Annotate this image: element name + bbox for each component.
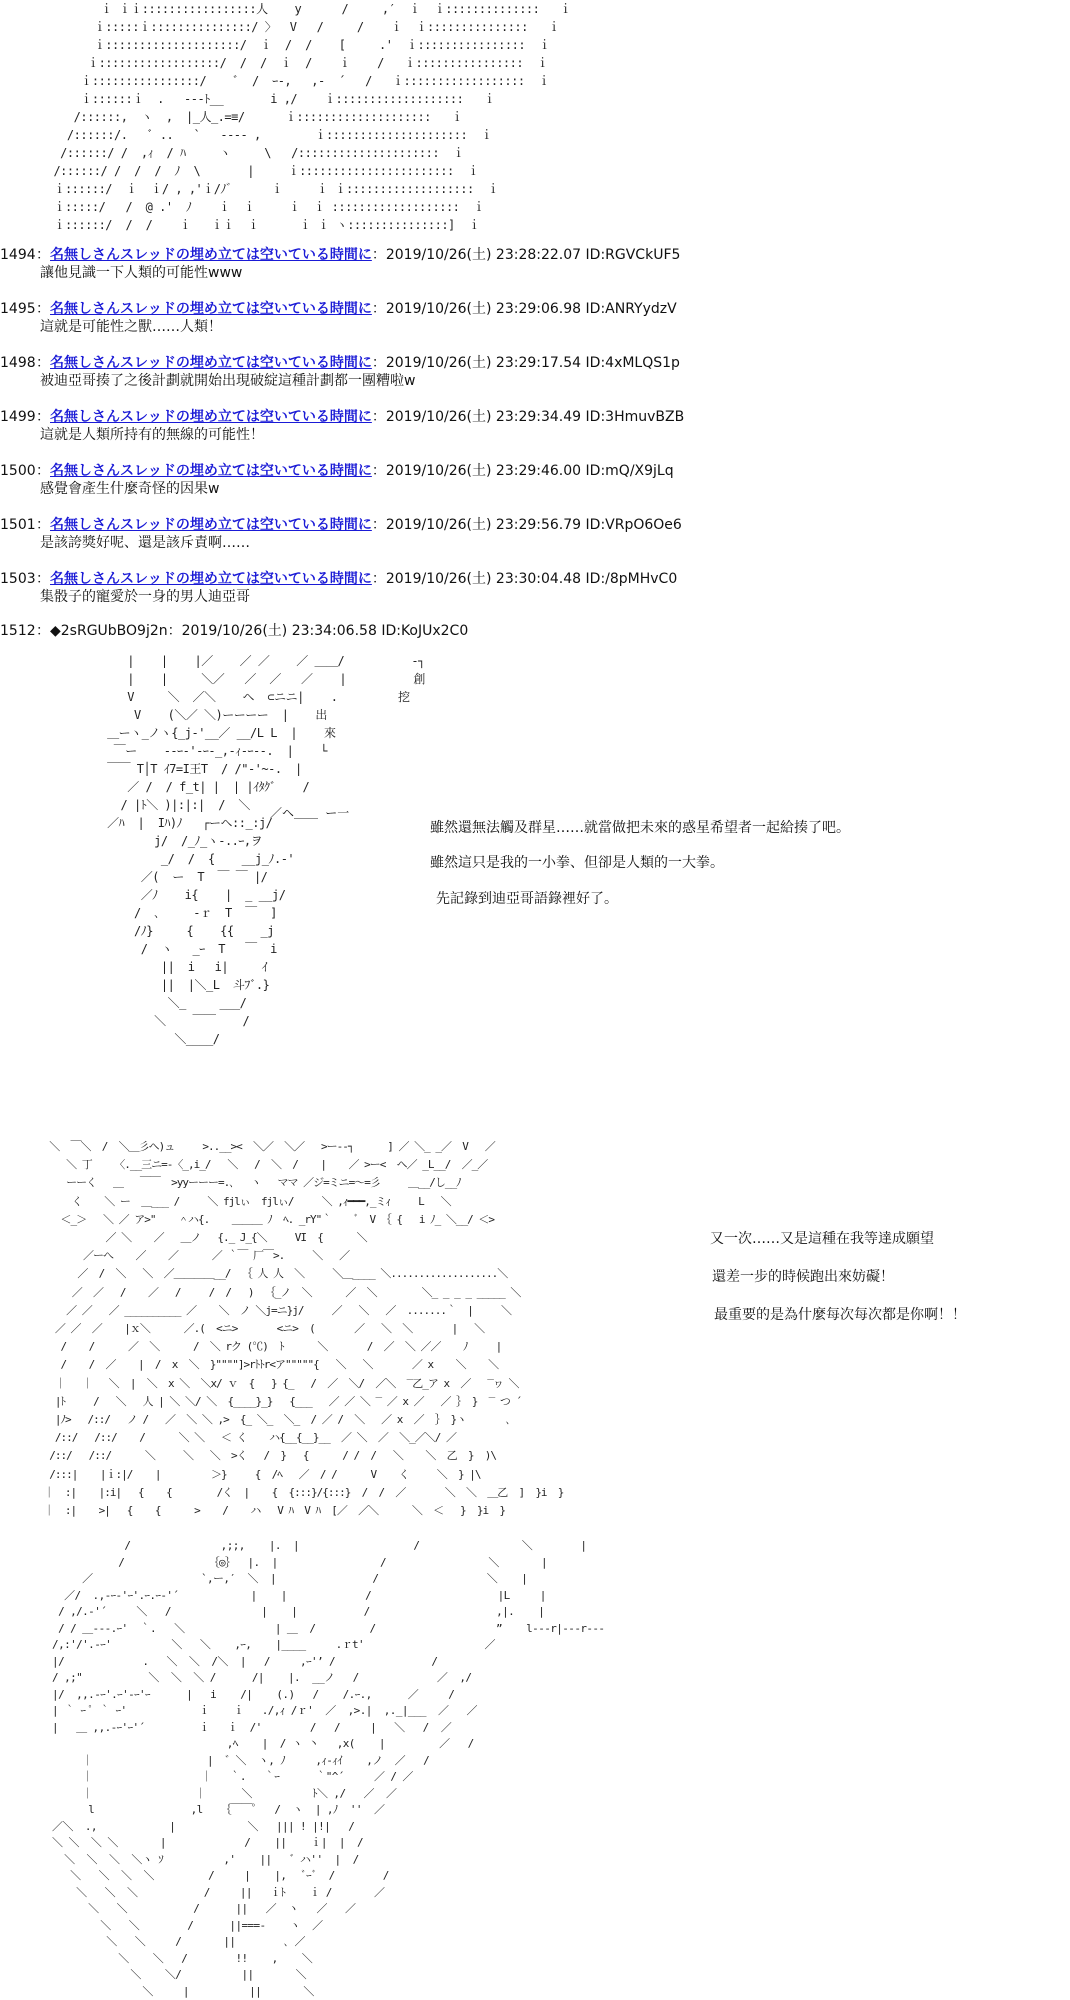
post-id: ID:ANRYydzV	[585, 301, 677, 317]
post-id: ID:RGVCkUF5	[585, 247, 681, 263]
post-number: 1499	[0, 409, 36, 425]
post-body: 感覺會產生什麼奇怪的因果w	[40, 481, 220, 497]
post-1499: 1499：名無しさんスレッドの埋め立ては空いている時間に：2019/10/26(土) 23:29:34.49 ID:3HmuvBZB 這就是人類所持有的無線的可能性！	[0, 408, 1060, 444]
scene3-ascii-art: / ,;;, |. | / ＼ | / ｛◎｝ |. | / ＼ | ／ `,ー,′ ＼ | / ＼ | ／/ .,-ｰ-'ｰ'.ｰ.ｰ-'´ | | / |L | / ,/.‐'´ ＼ / | | / ,|. | / / ＿‐--.ｰ' ｀. ＼ | ＿ / / ” l‐--r|‐‐-r‐‐‐ /,:'/'.-ｰ' ＼ ＼ ,ｰ, |____ .ｒt' ／ |/ . ＼ ＼ /＼ | / ,ｰ'’ / / / ,;" ＼ ＼ ＼ / /| |. __ノ / ／ ,/ |/ ,,.-ｰ'.ｰ'-ｰ'ｰ | i /| (.) / /.ｰ., ／ / | ｀ ｰ ﾟ ｀ ｰ' ｉ ｉ ./,ｨ /ｒ' ／ ,>.| ,._|___ ／ ／ | ＿ ,,.‐ｰ'ｰ'´ ｉ ｉ /' / / | ＼ / ／ ,ﾍ | / ヽ 丶 ,x( | ／ / ｜ | ゛＼ ヽ, ﾉ ,ｨ‐ｨｲ ,ノ ／ / ｜ ｜ ｀. ｀ｰ ｀"^´ ／ / ／ ｜ ｜ ＼ ﾄ＼ ,/ ／ ／ l ,l ｛￣￣゜ / ヽ | ,ﾉ '' ／ ／＼ ., | ＼ ||| ! |!| / ＼ ＼ ＼ ＼ | / || ｉ| | / ＼ ＼ ＼ ＼ヽ ｿ ,' || ゛ハ'' | / ＼ ＼ ＼ ＼ / | |, ﾞｰﾞ / / ＼ ＼ ＼ / || ｉﾄ ｉ / ／ ＼ ＼ / || ／ ヽ ／ ／ ＼ ＼ / ||===- ヽ ／ ＼ ＼ / || ､ ／ ＼ ＼ / !! , ＼ ＼ ＼/ || ＼ ＼ | || ＼	[52, 1539, 605, 1998]
post-body: 是該誇獎好呢、還是該斥責啊……	[40, 535, 250, 551]
post-1494: 1494：名無しさんスレッドの埋め立ては空いている時間に：2019/10/26(土) 23:28:22.07 ID:RGVCkUF5 讓他見識一下人類的可能性www	[0, 246, 1060, 282]
post-date: 2019/10/26(土) 23:29:06.98	[385, 301, 582, 317]
post-1501: 1501：名無しさんスレッドの埋め立ては空いている時間に：2019/10/26(土) 23:29:56.79 ID:VRpO6Oe6 是該誇獎好呢、還是該斥責啊……	[0, 516, 1060, 552]
poster-name-link[interactable]: 名無しさんスレッドの埋め立ては空いている時間に	[50, 409, 372, 425]
post-id: ID:4xMLQS1p	[585, 355, 680, 371]
scene1-ascii-art: | | |／ ／ ／ ／ ＿＿/ -┐ | | ＼／ ／ ／ ／ | 創 V ＼ ／＼ ヘ ⊂ニニ| . 挖 V (＼／ ＼)ーーーー | 出 ＿ーヽ_ノヽ{_j-'__／ __/L L | 來 ￣ー --ｰ-'-ｰ-_,-ｨ-ｰ--. | └ ￣￣ T│T ｲ7=I王T / /"-'~-. | ／ / / f_t| | | |ｲﾀｸﾞ / / |ﾄ＼ )|:|:| / ＼ ／ﾊ | Iﾊ)ﾉ ┌ーヘ::_:j/ j/ /_ﾉ_ヽ-..ｰ,ヲ _/ / { __j_ﾉ.-' ／( ー T ￣ ￣ |/ ／ﾉ i{ | _ __j/ / ､ -ｒ T ￣ ] /ﾉ} { {{ _j / ヽ _ｰ T ￣ i || i i| ｲ || |＼_L 斗ﾌﾞ.} ＼_ ___/ ＼ ￣￣ / ＼____/	[107, 654, 425, 1046]
narration-line: 雖然這只是我的一小拳、但卻是人類的一大拳。	[430, 855, 724, 871]
poster-name-link[interactable]: 名無しさんスレッドの埋め立ては空いている時間に	[50, 517, 372, 533]
post-date: 2019/10/26(土) 23:29:46.00	[385, 463, 582, 479]
post-id: ID:KoJUx2C0	[381, 623, 469, 639]
poster-name-link[interactable]: 名無しさんスレッドの埋め立ては空いている時間に	[50, 463, 372, 479]
post-1503: 1503：名無しさんスレッドの埋め立ては空いている時間に：2019/10/26(土) 23:30:04.48 ID:/8pMHvC0 集骰子的寵愛於一身的男人迪亞哥	[0, 570, 1060, 606]
poster-name-link[interactable]: 名無しさんスレッドの埋め立ては空いている時間に	[50, 355, 372, 371]
poster-name-link[interactable]: 名無しさんスレッドの埋め立ては空いている時間に	[50, 571, 372, 587]
post-number: 1495	[0, 301, 36, 317]
poster-name-link[interactable]: 名無しさんスレッドの埋め立ては空いている時間に	[50, 247, 372, 263]
post-date: 2019/10/26(土) 23:34:06.58	[181, 623, 377, 639]
narration-line: 又一次……又是這種在我等達成願望	[710, 1231, 934, 1247]
post-number: 1501	[0, 517, 36, 533]
post-id: ID:VRpO6Oe6	[585, 517, 682, 533]
op-trip: ◆2sRGUbBO9j2n	[50, 623, 168, 639]
post-date: 2019/10/26(土) 23:28:22.07	[385, 247, 582, 263]
poster-name-link[interactable]: 名無しさんスレッドの埋め立ては空いている時間に	[50, 301, 372, 317]
post-1498: 1498：名無しさんスレッドの埋め立ては空いている時間に：2019/10/26(土) 23:29:17.54 ID:4xMLQS1p 被迪亞哥揍了之後計劃就開始出現破綻這種計劃都一團糟啦w	[0, 354, 1060, 390]
post-number: 1512	[0, 623, 36, 639]
post-date: 2019/10/26(土) 23:29:34.49	[385, 409, 582, 425]
post-number: 1500	[0, 463, 36, 479]
post-body: 讓他見識一下人類的可能性www	[40, 265, 243, 281]
post-date: 2019/10/26(土) 23:30:04.48	[385, 571, 582, 587]
post-1495: 1495：名無しさんスレッドの埋め立ては空いている時間に：2019/10/26(土) 23:29:06.98 ID:ANRYydzV 這就是可能性之獸……人類！	[0, 300, 1060, 336]
post-body: 被迪亞哥揍了之後計劃就開始出現破綻這種計劃都一團糟啦w	[40, 373, 416, 389]
post-id: ID:mQ/X9jLq	[585, 463, 674, 479]
op-post-header: 1512：◆2sRGUbBO9j2n：2019/10/26(土) 23:34:06.58 ID:KoJUx2C0	[0, 623, 469, 639]
post-id: ID:3HmuvBZB	[585, 409, 685, 425]
narration-line: 還差一步的時候跑出來妨礙！	[712, 1269, 894, 1285]
post-id: ID:/8pMHvC0	[585, 571, 678, 587]
post-number: 1498	[0, 355, 36, 371]
scene1-art-ground-line: ／ヘ＿＿ ー一	[270, 806, 350, 820]
scene2-ascii-art: ＼ ￣＼ / ＼＿彡ヘ)ュ >..__>< ＼／ ＼／ >ー--┐ ] ／ ＼_ _／ V ／ ＼ 丁 〈.__三ニ=-〈_,i_/ ＼ / ＼ / | ／ >ー< ヘ／ _L__/ ／_／ ーーく ＿ ￣￣ >yyーーー=.､ ヽ ママ ／ジ=ミニ=～=彡 ＿__/し__ﾉ く ＼ ー ＿___ / ＼ fjlぃ fjlぃ/ ＼ ,ｨ━━━,_ミｨ L ＼ ＜_＞ ＼ ／ ア>" ＾ハ{. ＿＿＿ ﾉ ﾍ. _rY"｀ ﾞ V ｛ { i ﾉ_ ＼__/ ＜> ／ ＼ ／ ＿ノ {._ J_{＼ VI { ＼ ／ーへ ／ ／ ／ ｀￣ 厂￣>. ＼ ／ ／ / ＼ ＼ ／＿＿＿＿__/ ｛ 人 人 ＼ ＼＿____ ＼...................＼ ／ ／ / ／ / / / ) ｛_ノ ＼ ／ ＼ ＼_ _ _ _ _____ ＼ ／ ／ ／ __________ ／ ＼ ノ ＼j=ニ}j/ ／ ＼ ／ .......｀ | ＼ ／ ／ ／ |ｘ＼ ／.( <ニ> <ニ> ( ／ ＼ ＼ | ＼ / / ／ ＼ / ＼ rク (℃) ﾄ ＼ / ／ ＼ ／／ ﾉ | / / ／ | / x ＼ }""""]>rﾄﾄr<ア"""""{ ＼ ＼ ／ x ＼ ＼ ｜ ｜ ＼ | ＼ x ＼ ＼x/ ｖ { } {_ / ／ ＼/ ／＼ ‾乙_ア x ／ ‾ヮ ＼ |ﾄ / ＼ 人 | ＼ ＼/ ＼ {____}_} {___ ／ ／ ＼ ‾ ／ x ／ ／ ｝ } ‾ つ ´ |ﾉ> /::/ ノ / ／ ＼ ＼ ,> {_ ＼_ ＼_ / ／ / ＼ ／ x ／ ｝ }ヽ ､ /::/ /::/ / ＼ ＼ ＜ く ハ{__{__}__ ／ ＼ ／ ＼_／＼/ ／ /::/ /::/ ＼ ＼ ＼ >く / } { / / / ＼ ＼ 乙 } )\ /:::| |ｉ:|/ | ＞} { /ﾍ ／ / / V く ＼ } |\ ｜ :| |:i| { { /く | { {:::}/{:::} / / ／ ＼ ＼ ＿乙 ] }i } ｜ :| >| { { > / ハ V ﾊ V ﾊ [／ ／＼ ＼ ＜ } }i }	[43, 1140, 564, 1518]
narration-line: 雖然還無法觸及群星……就當做把未來的惑星希望者一起給揍了吧。	[430, 820, 850, 836]
post-body: 這就是人類所持有的無線的可能性！	[40, 427, 264, 443]
post-number: 1494	[0, 247, 36, 263]
post-body: 集骰子的寵愛於一身的男人迪亞哥	[40, 589, 250, 605]
narration-line: 最重要的是為什麼每次每次都是你啊！！	[714, 1307, 966, 1323]
post-body: 這就是可能性之獸……人類！	[40, 319, 222, 335]
post-date: 2019/10/26(土) 23:29:56.79	[385, 517, 582, 533]
narration-line: 先記錄到迪亞哥語錄裡好了。	[436, 891, 618, 907]
post-number: 1503	[0, 571, 36, 587]
top-ascii-art: ｉ ｉｉ:::::::::::::::::人 y / ,′ ｉ ｉ:::::::::::::: ｉ ｉ:::::ｉ:::::::::::::::/ 〉 V / / ｉ ｉ::::::::::::::: ｉ ｉ::::::::::::::::::::/ ｉ / / [ .' ｉ:::::::::::::::: ｉ ｉ::::::::::::::::::/ / / ｉ / ｉ / ｉ:::::::::::::::: ｉ ｉ::::::::::::::::/ ﾞ / ｰ-, ,- ´ / ｉ:::::::::::::::::: ｉ ｉ::::::ｉ . ---ﾄ__ i ,/ ｉ::::::::::::::::::: ｉ /::::::, ヽ , |_人_.=≡/ ｉ:::::::::::::::::::: ｉ /::::::/. ﾞ .. ` ---- , ｉ::::::::::::::::::::: ｉ /::::::/ / ,ｨ / ﾊ ヽ \ /::::::::::::::::::::: ｉ /::::::/ / / / ﾉ \ | ｉ::::::::::::::::::::::: ｉ ｉ::::::/ ｉ ｉ/ , ,'ｉ/ﾉ゛ ｉ ｉ ｉ::::::::::::::::::: ｉ ｉ:::::/ / @ .' ﾉ ｉ ｉ ｉ ｉ ::::::::::::::::::: ｉ ｉ::::::/ / / ｉ ｉｉ ｉ ｉ ｉ ヽ:::::::::::::::] ｉ	[53, 2, 572, 232]
post-1500: 1500：名無しさんスレッドの埋め立ては空いている時間に：2019/10/26(土) 23:29:46.00 ID:mQ/X9jLq 感覺會產生什麼奇怪的因果w	[0, 462, 1060, 498]
post-date: 2019/10/26(土) 23:29:17.54	[385, 355, 582, 371]
